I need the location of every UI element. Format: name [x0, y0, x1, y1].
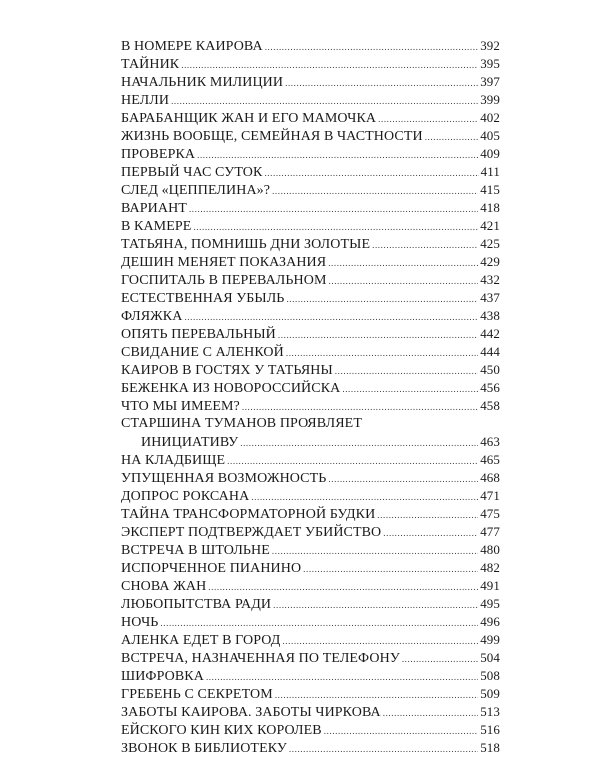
toc-entry-line [121, 631, 500, 649]
toc-entry-line [121, 397, 500, 415]
toc-entry-line [121, 91, 500, 109]
toc-entry-title: В НОМЕРЕ КАИРОВА [121, 39, 263, 54]
toc-entry-title-continuation: ИНИЦИАТИВУ [141, 435, 239, 450]
toc-entry-title: В КАМЕРЕ [121, 219, 192, 234]
toc-entry [121, 577, 500, 595]
table-of-contents [121, 37, 500, 757]
toc-entry-title: ПЕРВЫЙ ЧАС СУТОК [121, 165, 263, 180]
toc-entry-line [121, 487, 500, 505]
toc-entry [121, 631, 500, 649]
toc-entry [121, 235, 500, 253]
toc-entry-title: НАЧАЛЬНИК МИЛИЦИИ [121, 75, 284, 90]
dot-leader [251, 488, 478, 506]
dot-leader [273, 596, 478, 614]
toc-entry-title: ГОСПИТАЛЬ В ПЕРЕВАЛЬНОМ [121, 273, 327, 288]
toc-entry [121, 91, 500, 109]
dot-leader [402, 650, 478, 668]
toc-entry-title: ВСТРЕЧА, НАЗНАЧЕННАЯ ПО ТЕЛЕФОНУ [121, 651, 400, 666]
toc-entry-title: БАРАБАНЩИК ЖАН И ЕГО МАМОЧКА [121, 111, 377, 126]
toc-entry-line [121, 37, 500, 55]
toc-entry [121, 613, 500, 631]
toc-entry-title: НА КЛАДБИЩЕ [121, 453, 226, 468]
toc-entry-page-number: 477 [480, 524, 500, 539]
toc-entry-page-number: 392 [480, 38, 500, 53]
toc-entry-title: ШИФРОВКА [121, 669, 204, 684]
toc-entry-page-number: 411 [480, 164, 500, 179]
toc-entry-page-number: 518 [480, 740, 500, 755]
toc-entry-page-number: 405 [480, 128, 500, 143]
toc-entry-page-number: 508 [480, 668, 500, 683]
dot-leader [282, 632, 478, 650]
toc-entry-title: ЛЮБОПЫТСТВА РАДИ [121, 597, 272, 612]
dot-leader [342, 380, 478, 398]
toc-entry-page-number: 409 [480, 146, 500, 161]
toc-entry [121, 451, 500, 469]
dot-leader [324, 722, 478, 740]
toc-entry-page-number: 468 [480, 470, 500, 485]
toc-entry [121, 145, 500, 163]
toc-entry-page-number: 397 [480, 74, 500, 89]
dot-leader [272, 542, 478, 560]
toc-entry [121, 649, 500, 667]
toc-entry-page-number: 482 [480, 560, 500, 575]
toc-entry-title: АЛЕНКА ЕДЕТ В ГОРОД [121, 633, 281, 648]
toc-entry [121, 739, 500, 757]
toc-entry-line [121, 307, 500, 325]
toc-entry-line [121, 271, 500, 289]
toc-entry [121, 415, 500, 451]
toc-entry-line [121, 649, 500, 667]
toc-entry-line [121, 109, 500, 127]
dot-leader [206, 668, 478, 686]
toc-entry-title: СВИДАНИЕ С АЛЕНКОЙ [121, 345, 284, 360]
toc-entry-title: КАИРОВ В ГОСТЯХ У ТАТЬЯНЫ [121, 363, 333, 378]
toc-entry-page-number: 456 [480, 380, 500, 395]
toc-entry-title: ЧТО МЫ ИМЕЕМ? [121, 399, 240, 414]
toc-entry-page-number: 516 [480, 722, 500, 737]
toc-entry-page-number: 432 [480, 272, 500, 287]
dot-leader [265, 38, 478, 56]
toc-entry [121, 289, 500, 307]
dot-leader [378, 110, 478, 128]
dot-leader [242, 398, 478, 416]
toc-entry-title: ДЕШИН МЕНЯЕТ ПОКАЗАНИЯ [121, 255, 327, 270]
dot-leader [184, 308, 478, 326]
toc-entry-title: БЕЖЕНКА ИЗ НОВОРОССИЙСКА [121, 381, 341, 396]
toc-entry-line [121, 685, 500, 703]
dot-leader [171, 92, 478, 110]
toc-entry-title: ЗАБОТЫ КАИРОВА. ЗАБОТЫ ЧИРКОВА [121, 705, 381, 720]
toc-entry-page-number: 499 [480, 632, 500, 647]
dot-leader [208, 578, 478, 596]
dot-leader [160, 614, 478, 632]
toc-entry-line [121, 73, 500, 91]
dot-leader [286, 290, 478, 308]
toc-entry-line [121, 163, 500, 181]
dot-leader [328, 254, 478, 272]
dot-leader [197, 146, 478, 164]
toc-entry [121, 361, 500, 379]
dot-leader [328, 470, 478, 488]
dot-leader [329, 272, 479, 290]
toc-entry-line [121, 289, 500, 307]
toc-entry [121, 559, 500, 577]
toc-entry-page-number: 509 [480, 686, 500, 701]
toc-entry-page-number: 458 [480, 398, 500, 413]
toc-entry-line [121, 469, 500, 487]
toc-entry-title: ЗВОНОК В БИБЛИОТЕКУ [121, 741, 287, 756]
toc-entry-title: ГРЕБЕНЬ С СЕКРЕТОМ [121, 687, 273, 702]
dot-leader [383, 704, 478, 722]
toc-entry-line [121, 739, 500, 757]
toc-entry [121, 271, 500, 289]
toc-entry-title: СТАРШИНА ТУМАНОВ ПРОЯВЛЯЕТ [121, 416, 362, 431]
toc-entry [121, 541, 500, 559]
toc-entry-page-number: 471 [480, 488, 500, 503]
toc-entry-page-number: 415 [480, 182, 500, 197]
toc-entry [121, 253, 500, 271]
toc-entry-title: ЖИЗНЬ ВООБЩЕ, СЕМЕЙНАЯ В ЧАСТНОСТИ [121, 129, 423, 144]
toc-entry-title: ТАТЬЯНА, ПОМНИШЬ ДНИ ЗОЛОТЫЕ [121, 237, 371, 252]
toc-entry-title: УПУЩЕННАЯ ВОЗМОЖНОСТЬ [121, 471, 327, 486]
toc-entry [121, 505, 500, 523]
toc-entry [121, 217, 500, 235]
dot-leader [383, 524, 478, 542]
toc-entry-page-number: 418 [480, 200, 500, 215]
toc-entry-title: ОПЯТЬ ПЕРЕВАЛЬНЫЙ [121, 327, 276, 342]
toc-entry-page-number: 450 [480, 362, 500, 377]
toc-entry-title: ПРОВЕРКА [121, 147, 196, 162]
toc-entry [121, 523, 500, 541]
toc-entry [121, 181, 500, 199]
toc-entry [121, 37, 500, 55]
toc-entry [121, 685, 500, 703]
toc-entry-page-number: 513 [480, 704, 500, 719]
toc-entry [121, 595, 500, 613]
toc-entry [121, 703, 500, 721]
toc-entry-page-number: 399 [480, 92, 500, 107]
toc-entry-line [121, 199, 500, 217]
toc-entry-line [121, 235, 500, 253]
toc-entry [121, 397, 500, 415]
toc-entry [121, 721, 500, 739]
toc-entry-title: ВСТРЕЧА В ШТОЛЬНЕ [121, 543, 270, 558]
toc-entry-line [121, 253, 500, 271]
toc-entry-line [121, 505, 500, 523]
toc-entry-page-number: 438 [480, 308, 500, 323]
toc-entry [121, 73, 500, 91]
toc-entry [121, 127, 500, 145]
dot-leader [264, 164, 478, 182]
toc-entry-title: СЛЕД «ЦЕППЕЛИНА»? [121, 183, 271, 198]
toc-entry-title: ЕСТЕСТВЕННАЯ УБЫЛЬ [121, 291, 285, 306]
toc-entry-title: ТАЙНА ТРАНСФОРМАТОРНОЙ БУДКИ [121, 507, 376, 522]
toc-entry-title: НЕЛЛИ [121, 93, 170, 108]
dot-leader [189, 200, 478, 218]
toc-entry-line [121, 181, 500, 199]
toc-entry-page-number: 491 [480, 578, 500, 593]
toc-entry [121, 325, 500, 343]
toc-entry [121, 667, 500, 685]
dot-leader [289, 740, 478, 758]
toc-entry-page-number: 495 [480, 596, 500, 611]
dot-leader [377, 506, 478, 524]
toc-entry-page-number: 442 [480, 326, 500, 341]
toc-entry-line [121, 433, 500, 451]
toc-entry [121, 109, 500, 127]
toc-entry [121, 379, 500, 397]
toc-entry-line [121, 523, 500, 541]
toc-entry-line [121, 451, 500, 469]
toc-entry-line [121, 559, 500, 577]
toc-entry [121, 307, 500, 325]
toc-entry-line [121, 541, 500, 559]
toc-entry-page-number: 465 [480, 452, 500, 467]
toc-entry [121, 469, 500, 487]
dot-leader [372, 236, 478, 254]
dot-leader [272, 182, 478, 200]
dot-leader [303, 560, 478, 578]
toc-entry-page-number: 463 [480, 434, 500, 449]
dot-leader [286, 344, 478, 362]
toc-entry-page-number: 475 [480, 506, 500, 521]
toc-entry-title: СНОВА ЖАН [121, 579, 207, 594]
toc-entry-title: ТАЙНИК [121, 57, 180, 72]
toc-entry [121, 163, 500, 181]
toc-entry-page-number: 444 [480, 344, 500, 359]
toc-entry-line [121, 595, 500, 613]
toc-entry-title: ЭКСПЕРТ ПОДТВЕРЖДАЕТ УБИЙСТВО [121, 525, 382, 540]
toc-entry-page-number: 480 [480, 542, 500, 557]
toc-entry-page-number: 421 [480, 218, 500, 233]
toc-entry-line [121, 343, 500, 361]
toc-entry-page-number: 425 [480, 236, 500, 251]
toc-entry [121, 487, 500, 505]
dot-leader [240, 434, 478, 452]
toc-entry-page-number: 395 [480, 56, 500, 71]
toc-entry-page-number: 429 [480, 254, 500, 269]
toc-entry-line [121, 145, 500, 163]
toc-entry-line [121, 127, 500, 145]
dot-leader [335, 362, 478, 380]
toc-entry-title: ДОПРОС РОКСАНА [121, 489, 250, 504]
toc-entry [121, 199, 500, 217]
dot-leader [285, 74, 478, 92]
toc-entry-line [121, 577, 500, 595]
toc-entry-title: ЕЙСКОГО КИН КИХ КОРОЛЕВ [121, 723, 322, 738]
toc-entry-page-number: 504 [480, 650, 500, 665]
toc-entry-title: ФЛЯЖКА [121, 309, 183, 324]
toc-entry-page-number: 496 [480, 614, 500, 629]
toc-entry-title: ВАРИАНТ [121, 201, 187, 216]
dot-leader [181, 56, 478, 74]
dot-leader [278, 326, 478, 344]
toc-entry-title: НОЧЬ [121, 615, 159, 630]
dot-leader [425, 128, 479, 146]
toc-entry-line [121, 361, 500, 379]
toc-entry-page-number: 437 [480, 290, 500, 305]
toc-entry-line [121, 667, 500, 685]
toc-entry-line [121, 325, 500, 343]
toc-entry-title: ИСПОРЧЕННОЕ ПИАНИНО [121, 561, 302, 576]
toc-entry-line [121, 55, 500, 73]
toc-entry-line [121, 217, 500, 235]
toc-entry-line [121, 721, 500, 739]
toc-entry [121, 343, 500, 361]
toc-entry [121, 55, 500, 73]
toc-entry-page-number: 402 [480, 110, 500, 125]
dot-leader [275, 686, 478, 704]
dot-leader [193, 218, 478, 236]
toc-entry-line [121, 613, 500, 631]
toc-entry-line [121, 379, 500, 397]
toc-entry-line [121, 703, 500, 721]
dot-leader [227, 452, 478, 470]
